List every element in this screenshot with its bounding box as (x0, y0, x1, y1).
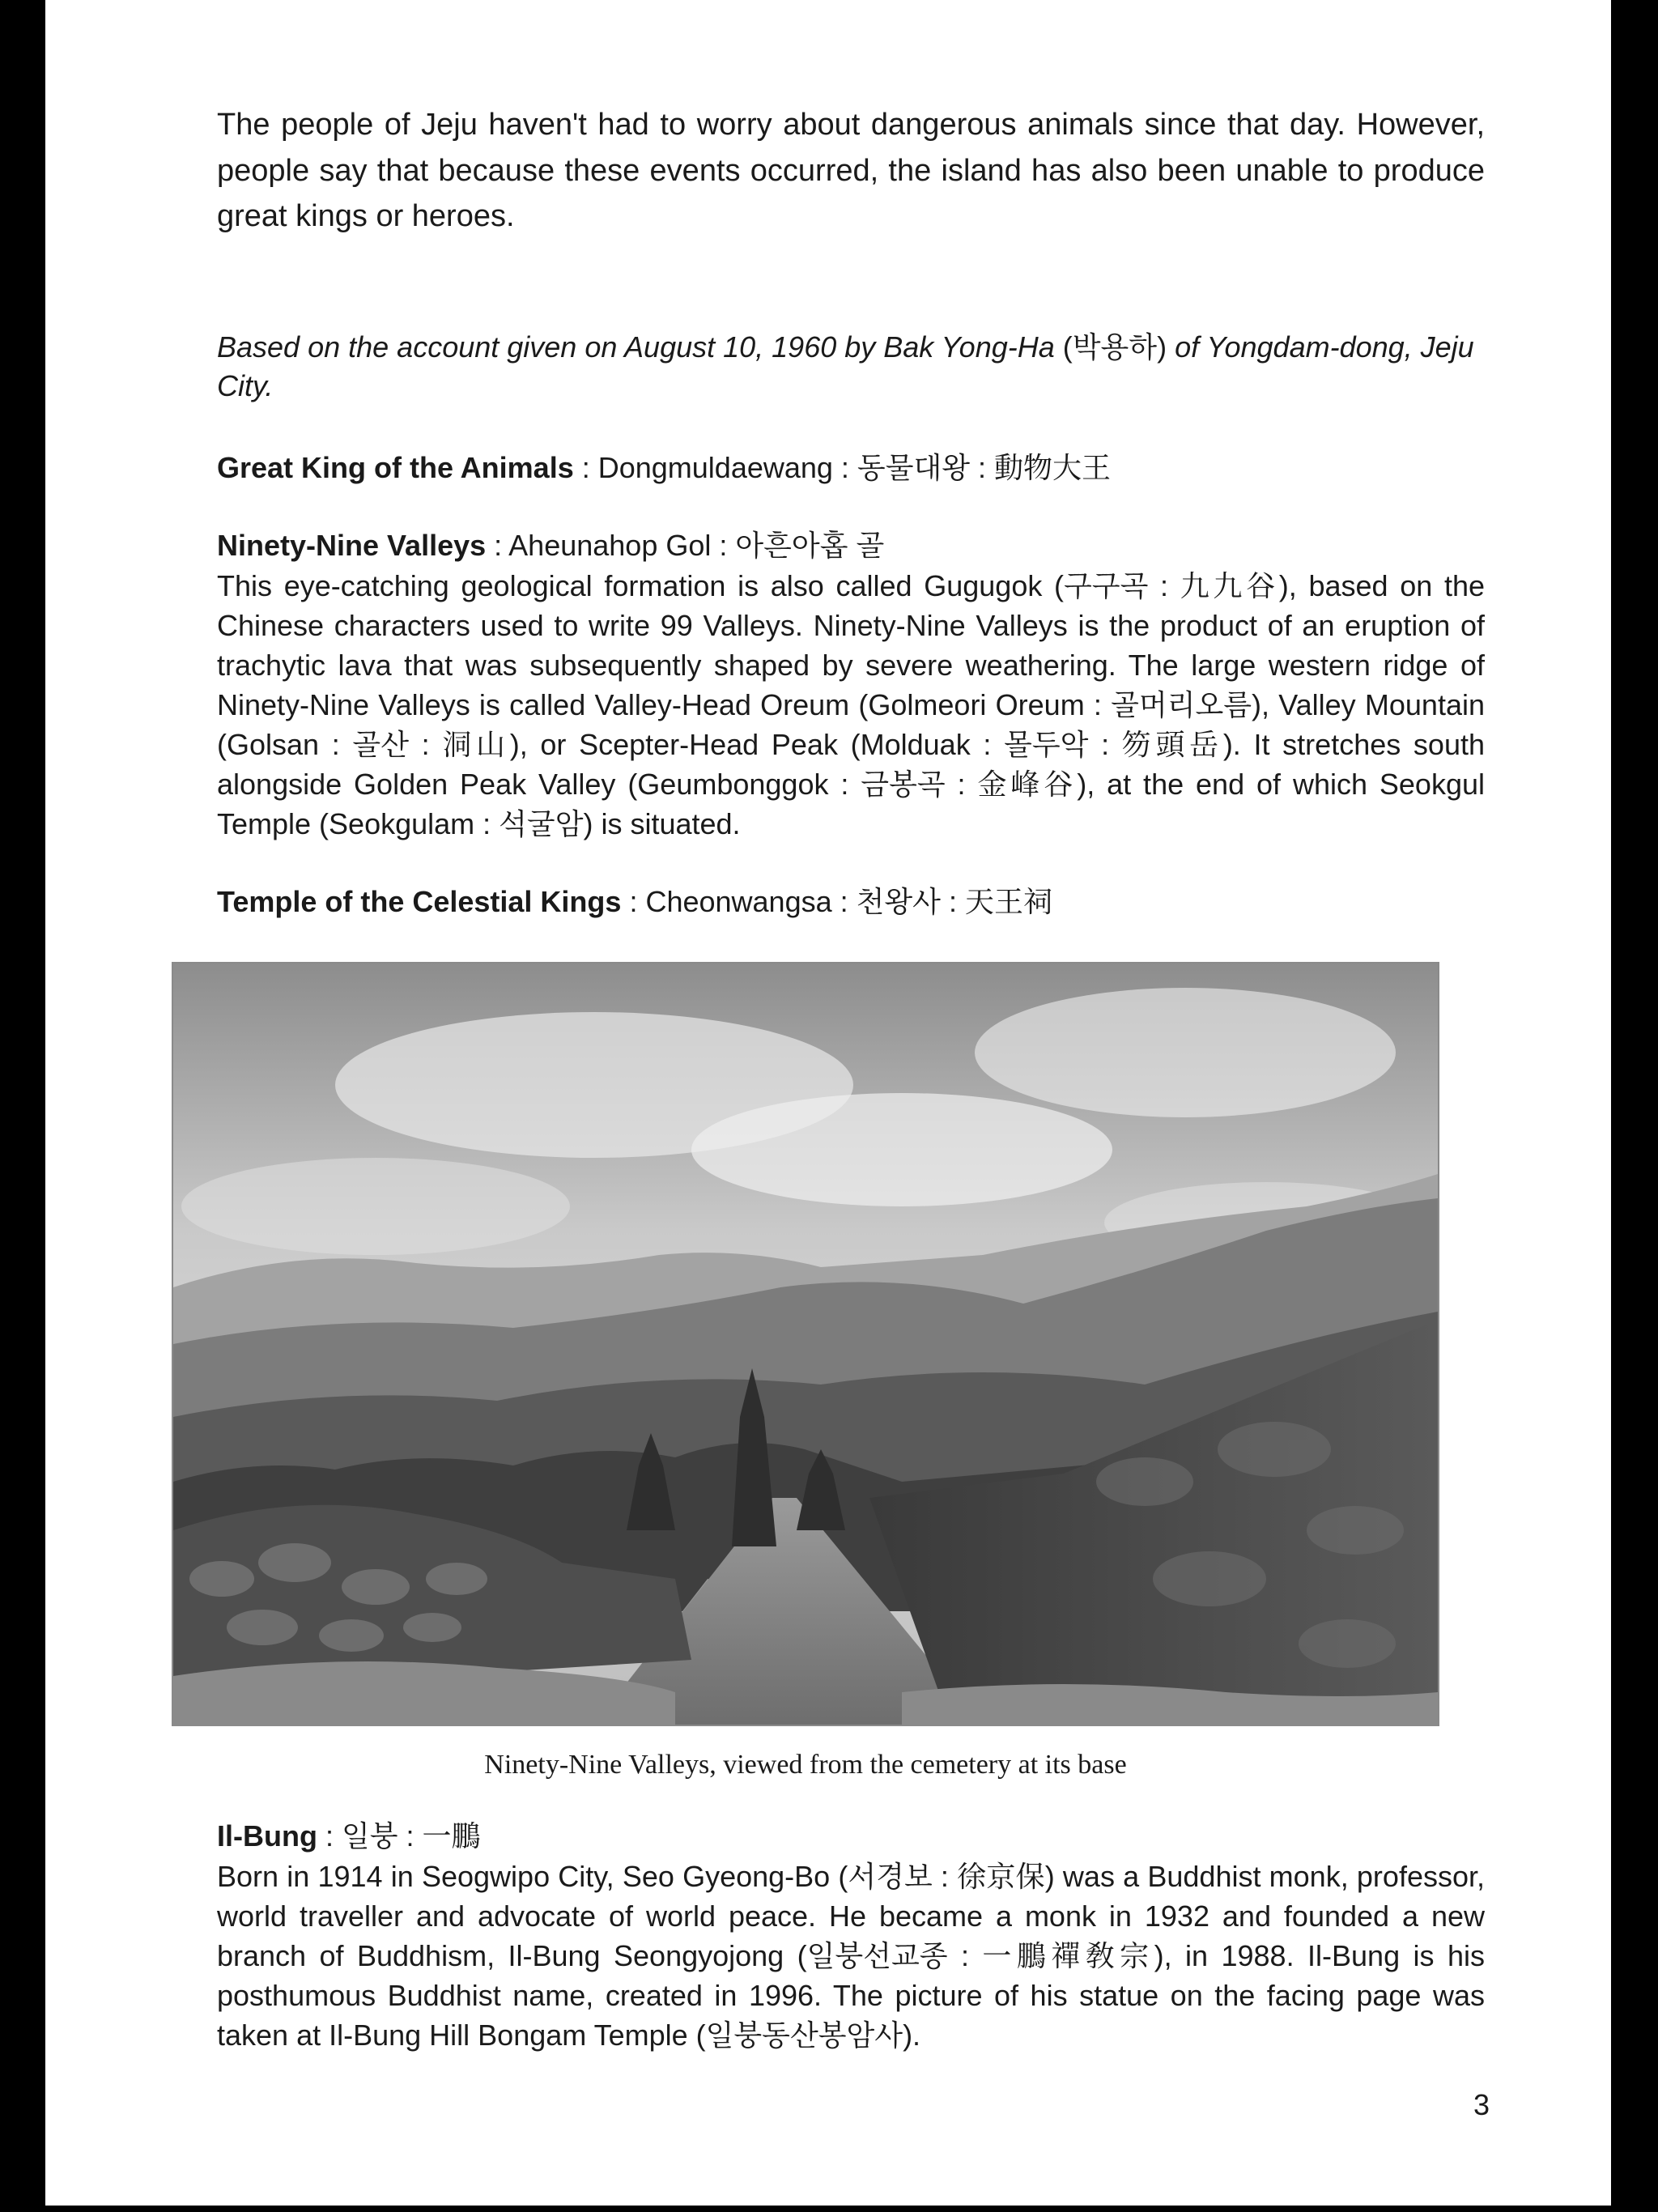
entry-term: Ninety-Nine Valleys (217, 529, 487, 562)
glossary-entry-celestial-kings (217, 883, 1485, 921)
glossary-entry-ninety-nine-valleys (217, 526, 1485, 565)
entry-detail: : 일붕 : 一鵬 (317, 1819, 481, 1853)
entry-detail: : Aheunahop Gol : 아흔아홉 골 (486, 529, 885, 562)
glossary-entry-great-king (217, 449, 1485, 487)
landscape-photo (172, 962, 1439, 1726)
intro-paragraph: The people of Jeju haven't had to worry about dangerous animals since that day. However, people say that because these events occurred, the island has also been unable to produce great kings or heroes. (217, 108, 1485, 233)
entry-body-il-bung: Born in 1914 in Seogwipo City, Seo Gyeong-Bo (서경보 : 徐京保) was a Buddhist monk, professor, world traveller and advocate of world peace. He became a monk in 1932 and founded a new branch of Buddhism, Il-Bung Seongyojong (일붕선교종 : 一鵬禪敎宗), in 1988. Il-Bung is his posthumous Buddhist name, created in 1996. The picture of his statue on the facing page was taken at Il-Bung Hill Bongam Temple (일붕동산봉암사). (217, 1860, 1485, 2052)
entry-term: Temple of the Celestial Kings (217, 885, 622, 918)
glossary-entry-il-bung (217, 1817, 1485, 1856)
entry-detail: : Dongmuldaewang : 동물대왕 : 動物大王 (573, 451, 1112, 484)
attribution-korean: (박용하) (1062, 330, 1167, 364)
photo-caption: Ninety-Nine Valleys, viewed from the cemetery at its base (484, 1750, 1127, 1780)
entry-term: Great King of the Animals (217, 451, 574, 484)
entry-body-ninety-nine-valleys: This eye-catching geological formation is also called Gugugok (구구곡 : 九九谷), based on the Chinese characters used to write 99 Valleys. Ninety-Nine Valleys is the product of an eruption of trachytic lava that was subsequently shaped by severe weathering. The large western ridge of Ninety-Nine Valleys is called Valley-Head Oreum (Golmeori Oreum : 골머리오름), Valley Mountain (Golsan : 골산 : 洞山), or Scepter-Head Peak (Molduak : 몰두악 : 笏頭岳). It stretches south alongside Golden Peak Valley (Geumbonggok : 금봉곡 : 金峰谷), at the end of which Seokgul Temple (Seokgulam : 석굴암) is situated. (217, 569, 1485, 840)
source-attribution (217, 328, 1485, 406)
photo-illustration (173, 963, 1438, 1725)
attribution-after: of Yongdam-dong, Jeju City. (217, 330, 1474, 402)
attribution-before: Based on the account given on August 10, 1960 by Bak Yong-Ha (217, 330, 1063, 364)
entry-term: Il-Bung (217, 1819, 317, 1853)
page-number: 3 (1473, 2088, 1490, 2121)
entry-detail: : Cheonwangsa : 천왕사 : 天王祠 (621, 885, 1052, 918)
